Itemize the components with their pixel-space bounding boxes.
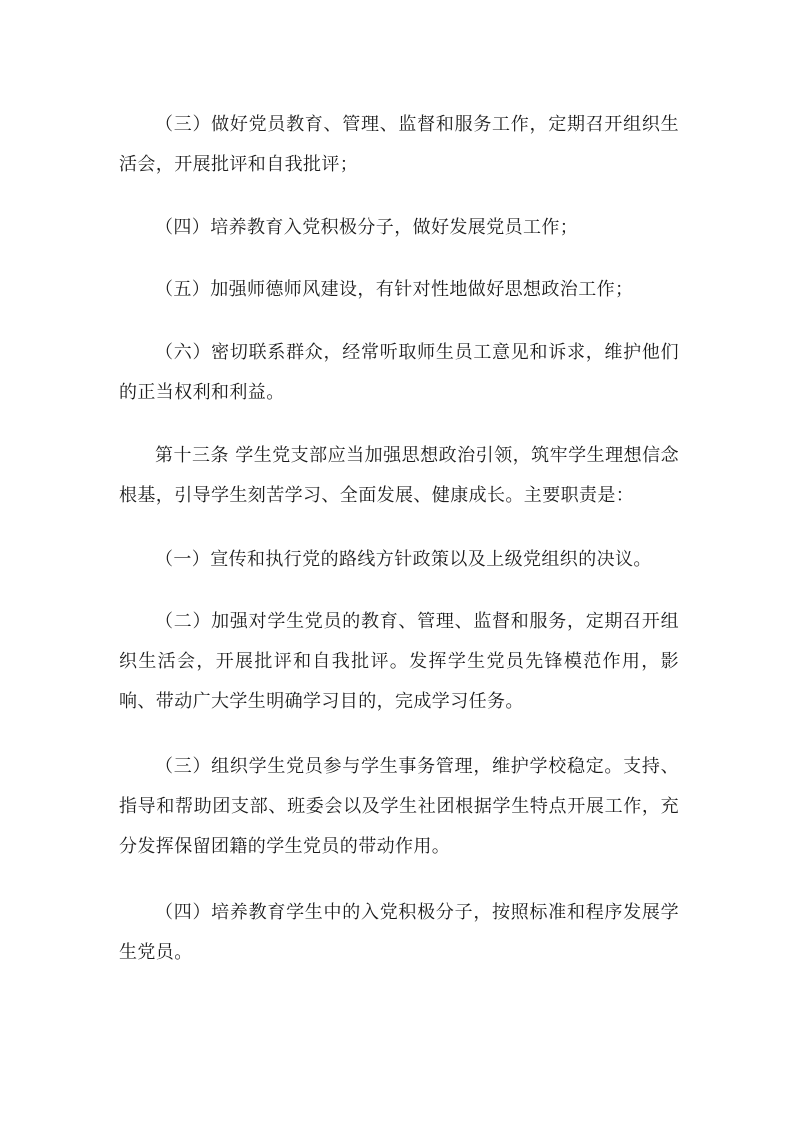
paragraph-item-6-contact-masses: （六）密切联系群众，经常听取师生员工意见和诉求，维护他们的正当权利和利益。: [119, 342, 679, 403]
paragraph-student-item-1: （一）宣传和执行党的路线方针政策以及上级党组织的决议。: [155, 549, 652, 570]
paragraph-item-4-activist-training: （四）培养教育入党积极分子，做好发展党员工作；: [155, 217, 579, 238]
paragraph-student-item-4: （四）培养教育学生中的入党积极分子，按照标准和程序发展学生党员。: [119, 902, 679, 963]
article-13-student-branch: 第十三条 学生党支部应当加强思想政治引领，筑牢学生理想信念根基，引导学生刻苦学习、全面发展、健康成长。主要职责是：: [119, 445, 679, 506]
paragraph-student-item-3: （三）组织学生党员参与学生事务管理，维护学校稳定。支持、指导和帮助团支部、班委会以及学生社团根据学生特点开展工作，充分发挥保留团籍的学生党员的带动作用。: [119, 756, 679, 857]
paragraph-student-item-2: （二）加强对学生党员的教育、管理、监督和服务，定期召开组织生活会，开展批评和自我批评。发挥学生党员先锋模范作用，影响、带动广大学生明确学习目的，完成学习任务。: [119, 611, 679, 712]
paragraph-item-5-teacher-ethics: （五）加强师德师风建设，有针对性地做好思想政治工作；: [155, 279, 634, 300]
paragraph-item-3-party-member-education: （三）做好党员教育、管理、监督和服务工作，定期召开组织生活会，开展批评和自我批评；: [119, 114, 679, 175]
